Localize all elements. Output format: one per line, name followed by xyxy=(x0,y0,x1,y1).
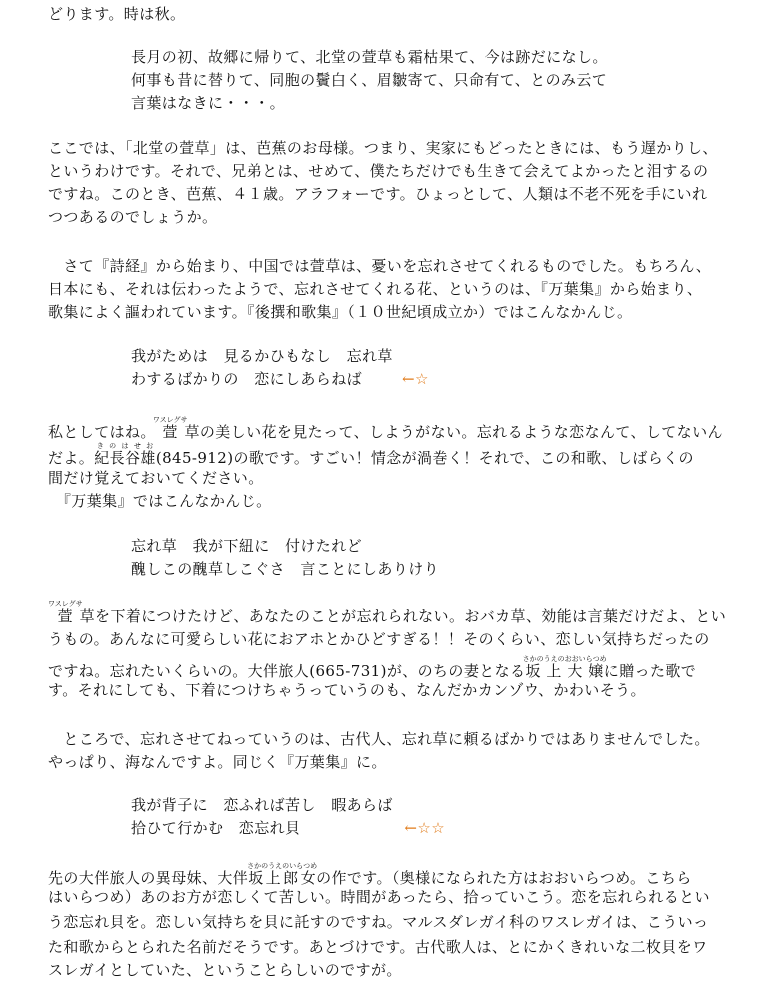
body-text: だよ。 xyxy=(48,449,95,467)
poem-line: 我が背子に 恋ふれば苦し 暇あらば xyxy=(131,796,393,814)
body-text-line: どります。時は秋。 xyxy=(48,5,186,23)
body-text-line: す。それにしても、下着につけちゃうっていうのも、なんだかカンゾウ、かわいそう。 xyxy=(48,681,646,699)
body-text: 草を下着につけたけど、あなたのことが忘れられない。おバカ草、効能は言葉だけだよ、とい xyxy=(79,607,727,625)
poem-line: 醜しこの醜草しこぐさ 言ことにしありけり xyxy=(131,560,440,578)
body-text: ですね。忘れたいくらいの。大伴旅人(665-731)が、のちの妻となる xyxy=(48,662,526,680)
poem-line: 何事も昔に替りて、同胞の鬢白く、眉皺寄て、只命有て、とのみ云て xyxy=(131,71,608,89)
star-marker: ←☆☆ xyxy=(404,819,446,837)
body-text: 先の大伴旅人の異母妹、大伴 xyxy=(48,869,249,887)
ruby-word xyxy=(152,416,188,441)
body-text: 私としてはね。 xyxy=(48,423,156,441)
body-text-line: というわけです。それで、兄弟とは、せめて、僕たちだけでも生きて会えてよかったと泪するの xyxy=(48,162,709,180)
ruby-reading: きのはせお xyxy=(94,442,156,450)
body-text-line: つつあるのでしょうか。 xyxy=(48,208,218,226)
body-text-line xyxy=(48,655,696,681)
star-marker: ←☆ xyxy=(402,370,429,388)
poem-text: わするばかりの 恋にしあらねば xyxy=(131,370,363,388)
body-text-line: ところで、忘れさせてねっていうのは、古代人、忘れ草に頼るばかりではありませんでした。 xyxy=(48,730,710,748)
body-text-line: 歌集によく謳われています。『後撰和歌集』（１０世紀頃成立か）ではこんなかんじ。 xyxy=(48,303,633,321)
ruby-reading: ワスレグサ xyxy=(152,416,188,424)
body-text-line: 間だけ覚えておいてください。 xyxy=(48,469,264,487)
body-text-line: 日本にも、それは伝わったようで、忘れさせてくれる花、というのは、『万葉集』から始まり、 xyxy=(48,280,703,298)
body-text-line: た和歌からとられた名前だそうです。あとづけです。古代歌人は、とにかくきれいな二枚貝をワ xyxy=(48,938,708,956)
poem-text: 拾ひて行かむ 恋忘れ貝 xyxy=(131,819,301,837)
ruby-word xyxy=(247,862,318,887)
ruby-reading: さかのうえのおおいらつめ xyxy=(522,655,607,663)
ruby-word xyxy=(522,655,607,680)
ruby-base: 紀長谷雄 xyxy=(94,449,156,467)
body-text-line: やっぱり、海なんですよ。同じく『万葉集』に。 xyxy=(48,753,387,771)
ruby-reading: さかのうえのいらつめ xyxy=(247,862,318,870)
body-text: に贈った歌で xyxy=(603,662,697,680)
ruby-word xyxy=(94,442,156,467)
poem-line xyxy=(131,818,445,838)
poem-line: 我がためは 見るかひもなし 忘れ草 xyxy=(131,347,393,365)
body-text-line: う恋忘れ貝を。恋しい気持ちを貝に託すのですね。マルスダレガイ科のワスレガイは、こういっ xyxy=(48,913,709,931)
body-text-line: スレガイとしていた、ということらしいのですが。 xyxy=(48,961,402,979)
body-text-line: さて『詩経』から始まり、中国では萱草は、憂いを忘れさせてくれるものでした。もちろん、 xyxy=(48,257,712,275)
poem-line: 忘れ草 我が下紐に 付けたれど xyxy=(131,537,363,555)
ruby-base: 坂上郎女 xyxy=(247,869,318,887)
body-text-line xyxy=(48,862,692,888)
body-text-line: 『万葉集』ではこんなかんじ。 xyxy=(48,492,272,510)
body-text: の作です。（奥様になられた方はおおいらつめ。こちら xyxy=(316,869,692,887)
ruby-word xyxy=(48,600,83,625)
ruby-base: 萱 xyxy=(152,423,188,441)
body-text-line: はいらつめ）あのお方が恋しくて苦しい。時間があったら、拾っていこう。恋を忘れられるとい xyxy=(48,888,710,906)
body-text: (845-912)の歌です。すごい！情念が渦巻く！それで、この和歌、しばらくの xyxy=(155,449,694,467)
ruby-reading: ワスレグサ xyxy=(48,600,83,608)
poem-line: 長月の初、故郷に帰りて、北堂の萱草も霜枯果て、今は跡だになし。 xyxy=(131,48,608,66)
body-text: 草の美しい花を見たって、しようがない。忘れるような恋なんて、してないん xyxy=(184,423,723,441)
ruby-base: 萱 xyxy=(48,607,83,625)
body-text-line xyxy=(48,442,694,468)
body-text-line: ですね。このとき、芭蕉、４１歳。アラフォーです。ひょっとして、人類は不老不死を手にいれ xyxy=(48,185,708,203)
body-text-line: うもの。あんなに可愛らしい花におアホとかひどすぎる！！そのくらい、恋しい気持ちだったの xyxy=(48,630,710,648)
poem-line: 言葉はなきに・・・。 xyxy=(131,94,286,112)
body-text-line: ここでは、「北堂の萱草」は、芭蕉のお母様。つまり、実家にもどったときには、もう遅かりし、 xyxy=(48,139,718,157)
ruby-base: 坂上大嬢 xyxy=(522,662,607,680)
poem-line xyxy=(131,369,429,389)
body-text-line xyxy=(48,416,723,442)
body-text-line xyxy=(48,600,726,626)
